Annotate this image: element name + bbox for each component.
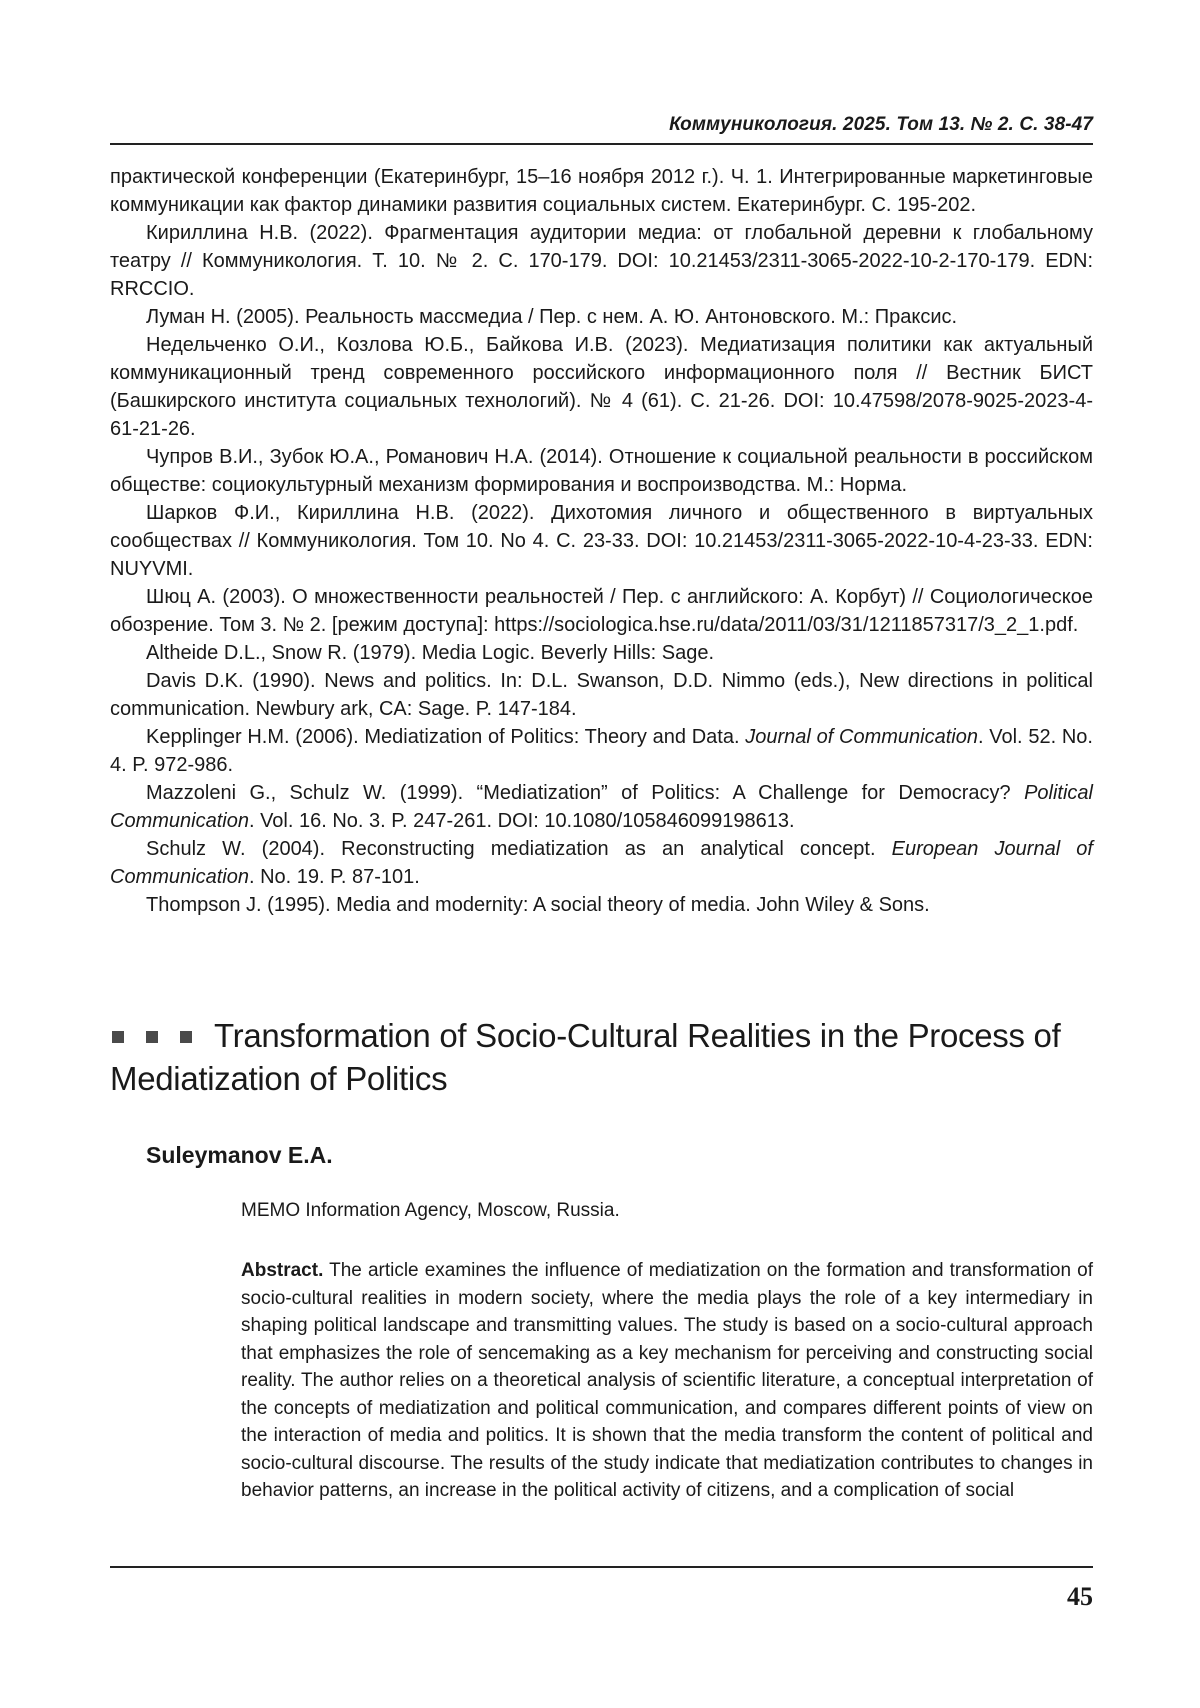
article-title-text: Transformation of Socio-Cultural Realities in the Process of Mediatization of Politics: [110, 1017, 1061, 1097]
square-bullet-icon: [146, 1031, 158, 1043]
abstract: [241, 1257, 1093, 1505]
footer-rule: [110, 1566, 1093, 1568]
reference-item: Thompson J. (1995). Media and modernity: A social theory of media. John Wiley & Sons.: [146, 894, 930, 916]
reference-item: Kepplinger H.M. (2006). Mediatization of Politics: Theory and Data. Journal of Communication. Vol. 52. No. 4. P. 972-986.: [110, 726, 1093, 776]
reference-item: Davis D.K. (1990). News and politics. In: D.L. Swanson, D.D. Nimmo (eds.), New directions in political communication. Newbury ark, CA: Sage. P. 147-184.: [110, 670, 1093, 720]
header-rule: [110, 143, 1093, 145]
reference-item: Чупров В.И., Зубок Ю.А., Романович Н.А. (2014). Отношение к социальной реальности в российском обществе: социокультурный механизм формирования и воспроизводства. М.: Норма.: [110, 446, 1093, 496]
article-title: [110, 1014, 1093, 1100]
journal-name: European Journal of Communication: [110, 838, 1093, 888]
square-bullet-icon: [112, 1031, 124, 1043]
reference-item: Schulz W. (2004). Reconstructing mediatization as an analytical concept. European Journal of Communication. No. 19. P. 87-101.: [110, 838, 1093, 888]
reference-item: Луман Н. (2005). Реальность массмедиа / Пер. с нем. А. Ю. Антоновского. М.: Праксис.: [146, 306, 958, 328]
abstract-label: Abstract.: [241, 1260, 324, 1281]
reference-list: [110, 163, 1093, 919]
reference-item: Недельченко О.И., Козлова Ю.Б., Байкова И.В. (2023). Медиатизация политики как актуальный коммуникационный тренд современного российского информационного поля // Вестник БИСТ (Башкирского института социальных технологий). № 4 (61). С. 21-26. DOI: 10.47598/2078-9025-2023-4-61-21-26.: [110, 334, 1093, 440]
journal-name: Journal of Communication: [745, 726, 978, 748]
journal-name: Political Communication: [110, 782, 1093, 832]
running-head: Коммуникология. 2025. Том 13. № 2. С. 38-47: [669, 114, 1093, 135]
square-bullet-icon: [180, 1031, 192, 1043]
page-number: 45: [1067, 1582, 1093, 1611]
reference-item: Altheide D.L., Snow R. (1979). Media Logic. Beverly Hills: Sage.: [146, 642, 715, 664]
author-name: Suleymanov E.A.: [146, 1142, 333, 1168]
reference-item: Шюц А. (2003). О множественности реальностей / Пер. с английского: А. Корбут) // Социологическое обозрение. Том 3. № 2. [режим доступа]: https://sociologica.hse.ru/data/2011/03/31/1211857317/3_2_1.pdf.: [110, 586, 1093, 636]
reference-item: Mazzoleni G., Schulz W. (1999). “Mediatization” of Politics: A Challenge for Democracy? Political Communication. Vol. 16. No. 3. P. 247-261. DOI: 10.1080/105846099198613.: [110, 782, 1093, 832]
author-affiliation: MEMO Information Agency, Moscow, Russia.: [241, 1200, 620, 1221]
reference-item: Кириллина Н.В. (2022). Фрагментация аудитории медиа: от глобальной деревни к глобальному театру // Коммуникология. Т. 10. № 2. С. 170-179. DOI: 10.21453/2311-3065-2022-10-2-170-179. EDN: RRCCIO.: [110, 222, 1093, 300]
reference-item: практической конференции (Екатеринбург, 15–16 ноября 2012 г.). Ч. 1. Интегрированные маркетинговые коммуникации как фактор динамики развития социальных систем. Екатеринбург. С. 195-202.: [110, 166, 1093, 216]
reference-item: Шарков Ф.И., Кириллина Н.В. (2022). Дихотомия личного и общественного в виртуальных сообществах // Коммуникология. Том 10. No 4. С. 23-33. DOI: 10.21453/2311-3065-2022-10-4-23-33. EDN: NUYVMI.: [110, 502, 1093, 580]
abstract-text: The article examines the influence of mediatization on the formation and transformation of socio-cultural realities in modern society, where the media plays the role of a key intermediary in shaping political landscape and transmitting values. The study is based on a socio-cultural approach that emphasizes the role of sencemaking as a key mechanism for perceiving and constructing social reality. The author relies on a theoretical analysis of scientific literature, a conceptual interpretation of the concepts of mediatization and political communication, and compares different points of view on the interaction of media and politics. It is shown that the media transform the content of political and socio-cultural discourse. The results of the study indicate that mediatization contributes to changes in behavior patterns, an increase in the political activity of citizens, and a complication of social: [241, 1260, 1093, 1501]
